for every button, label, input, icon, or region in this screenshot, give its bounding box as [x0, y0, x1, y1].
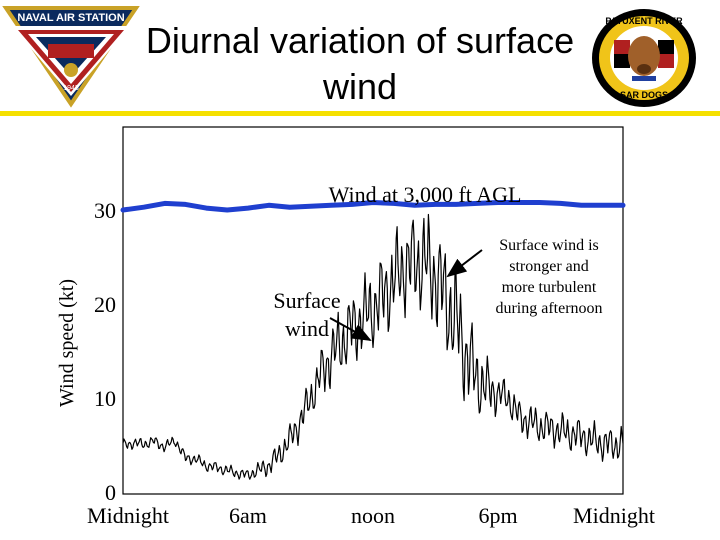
slide-title-line2: wind: [322, 66, 398, 107]
x-tick-label: noon: [351, 503, 395, 528]
x-tick-label: 6pm: [478, 503, 518, 528]
y-tick-label: 0: [105, 480, 116, 505]
right-logo-text-bottom: SAR DOGS: [619, 90, 669, 100]
surface-wind-label-line1: Surface: [273, 288, 341, 313]
afternoon-note-arrow: [448, 250, 482, 276]
y-tick-label: 30: [94, 198, 116, 223]
afternoon-note-line2: stronger and: [509, 258, 589, 275]
slide-title-line1: Diurnal variation of surface: [145, 20, 575, 61]
y-tick-label: 20: [94, 292, 116, 317]
afternoon-note-line4: during afternoon: [495, 300, 603, 317]
afternoon-note-line3: more turbulent: [501, 279, 597, 296]
x-tick-label: Midnight: [573, 503, 655, 528]
surface-wind-label-line2: wind: [285, 316, 329, 341]
right-logo-text-top: PATUXENT RIVER: [605, 16, 683, 26]
upper-wind-label: Wind at 3,000 ft AGL: [328, 182, 522, 207]
afternoon-note-line1: Surface wind is: [499, 237, 599, 254]
x-tick-label: Midnight: [87, 503, 169, 528]
x-tick-label: 6am: [229, 503, 267, 528]
y-axis-label: Wind speed (kt): [56, 278, 78, 408]
series-line-surface-wind: [123, 215, 623, 480]
left-logo-year: 1943: [63, 85, 79, 92]
y-tick-label: 10: [94, 386, 116, 411]
left-logo-text: NAVAL AIR STATION: [17, 12, 125, 24]
